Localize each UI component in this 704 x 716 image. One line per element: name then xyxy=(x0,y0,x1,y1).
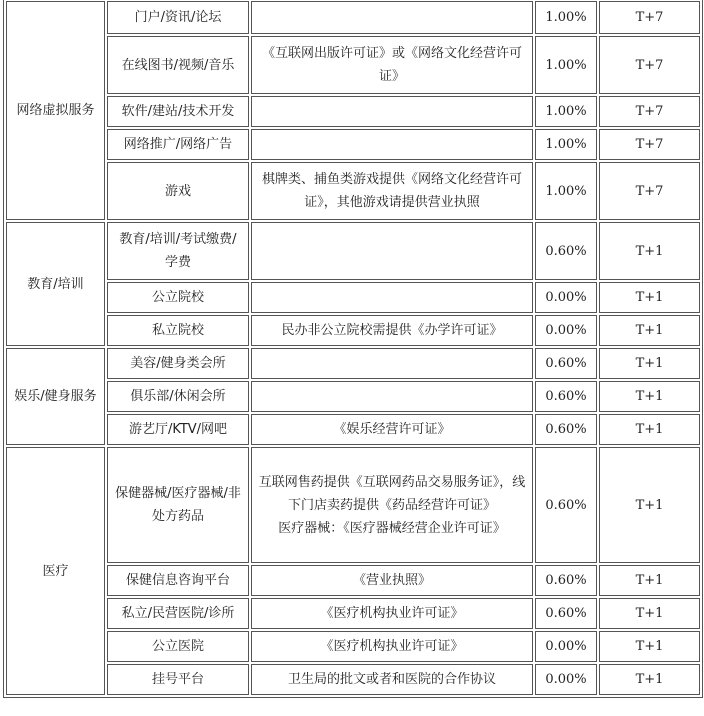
table-row xyxy=(6,282,700,313)
license-cell: 《医疗机构执业许可证》 xyxy=(251,631,533,662)
settlement-cycle-cell: T+1 xyxy=(599,447,700,563)
license-text: 互联网售药提供《互联网药品交易服务证》，线下门店卖药提供《药品经营许可证》 xyxy=(258,474,526,513)
subcategory-cell: 网络推广/网络广告 xyxy=(107,129,249,160)
subcategory-cell: 游艺厅/KTV/网吧 xyxy=(107,414,249,445)
settlement-cycle-cell: T+1 xyxy=(599,282,700,313)
industry-rate-table xyxy=(3,0,703,698)
license-cell xyxy=(251,96,533,127)
subcategory-cell: 公立医院 xyxy=(107,631,249,662)
fee-rate-cell: 1.00% xyxy=(535,129,597,160)
settlement-cycle-cell: T+7 xyxy=(599,129,700,160)
fee-rate-cell: 0.60% xyxy=(535,414,597,445)
table-row xyxy=(6,315,700,346)
table-row xyxy=(6,631,700,662)
fee-rate-cell: 1.00% xyxy=(535,36,597,94)
license-cell xyxy=(251,447,533,563)
license-cell: 《娱乐经营许可证》 xyxy=(251,414,533,445)
table-row xyxy=(6,222,700,280)
subcategory-cell: 私立/民营医院/诊所 xyxy=(107,598,249,629)
license-cell xyxy=(251,222,533,280)
settlement-cycle-cell: T+1 xyxy=(599,222,700,280)
category-cell: 医疗 xyxy=(6,447,105,695)
subcategory-cell: 俱乐部/休闲会所 xyxy=(107,381,249,412)
settlement-cycle-cell: T+1 xyxy=(599,631,700,662)
table-row xyxy=(6,447,700,563)
fee-rate-cell: 0.00% xyxy=(535,282,597,313)
subcategory-cell: 美容/健身类会所 xyxy=(107,348,249,379)
license-cell xyxy=(251,129,533,160)
fee-rate-cell: 0.00% xyxy=(535,664,597,695)
fee-rate-cell: 0.60% xyxy=(535,447,597,563)
table-row xyxy=(6,664,700,695)
table-row xyxy=(6,36,700,94)
subcategory-cell: 私立院校 xyxy=(107,315,249,346)
license-cell xyxy=(251,282,533,313)
fee-rate-cell: 0.60% xyxy=(535,348,597,379)
license-cell: 棋牌类、捕鱼类游戏提供《网络文化经营许可证》，其他游戏请提供营业执照 xyxy=(251,162,533,220)
fee-rate-cell: 0.60% xyxy=(535,565,597,596)
license-cell: 《营业执照》 xyxy=(251,565,533,596)
settlement-cycle-cell: T+7 xyxy=(599,1,700,34)
category-cell: 教育/培训 xyxy=(6,222,105,346)
subcategory-cell: 保健信息咨询平台 xyxy=(107,565,249,596)
subcategory-cell: 在线图书/视频/音乐 xyxy=(107,36,249,94)
fee-rate-cell: 0.60% xyxy=(535,598,597,629)
license-cell xyxy=(251,348,533,379)
subcategory-cell: 软件/建站/技术开发 xyxy=(107,96,249,127)
fee-rate-cell: 0.00% xyxy=(535,315,597,346)
subcategory-cell: 教育/培训/考试缴费/学费 xyxy=(107,222,249,280)
category-cell: 娱乐/健身服务 xyxy=(6,348,105,445)
subcategory-cell: 游戏 xyxy=(107,162,249,220)
settlement-cycle-cell: T+1 xyxy=(599,348,700,379)
table-row xyxy=(6,598,700,629)
fee-rate-cell: 0.60% xyxy=(535,381,597,412)
fee-rate-cell: 1.00% xyxy=(535,96,597,127)
license-cell xyxy=(251,381,533,412)
table-row xyxy=(6,162,700,220)
table-row xyxy=(6,129,700,160)
subcategory-cell: 公立院校 xyxy=(107,282,249,313)
category-cell: 网络虚拟服务 xyxy=(6,1,105,220)
table-row xyxy=(6,1,700,34)
license-extra-text: 医疗器械：《医疗器械经营企业许可证》 xyxy=(278,520,506,536)
fee-rate-cell: 0.00% xyxy=(535,631,597,662)
table-row xyxy=(6,96,700,127)
fee-rate-cell: 1.00% xyxy=(535,162,597,220)
subcategory-cell: 保健器械/医疗器械/非处方药品 xyxy=(107,447,249,563)
settlement-cycle-cell: T+7 xyxy=(599,162,700,220)
subcategory-cell: 门户/资讯/论坛 xyxy=(107,1,249,34)
table-row xyxy=(6,565,700,596)
license-cell: 卫生局的批文或者和医院的合作协议 xyxy=(251,664,533,695)
license-cell: 《医疗机构执业许可证》 xyxy=(251,598,533,629)
settlement-cycle-cell: T+1 xyxy=(599,381,700,412)
table-row xyxy=(6,381,700,412)
fee-rate-cell: 1.00% xyxy=(535,1,597,34)
license-cell: 《互联网出版许可证》或《网络文化经营许可证》 xyxy=(251,36,533,94)
settlement-cycle-cell: T+1 xyxy=(599,664,700,695)
settlement-cycle-cell: T+1 xyxy=(599,598,700,629)
settlement-cycle-cell: T+1 xyxy=(599,565,700,596)
settlement-cycle-cell: T+7 xyxy=(599,36,700,94)
table-row xyxy=(6,414,700,445)
fee-rate-cell: 0.60% xyxy=(535,222,597,280)
settlement-cycle-cell: T+7 xyxy=(599,96,700,127)
settlement-cycle-cell: T+1 xyxy=(599,414,700,445)
license-cell: 民办非公立院校需提供《办学许可证》 xyxy=(251,315,533,346)
table-row xyxy=(6,348,700,379)
settlement-cycle-cell: T+1 xyxy=(599,315,700,346)
subcategory-cell: 挂号平台 xyxy=(107,664,249,695)
license-cell xyxy=(251,1,533,34)
